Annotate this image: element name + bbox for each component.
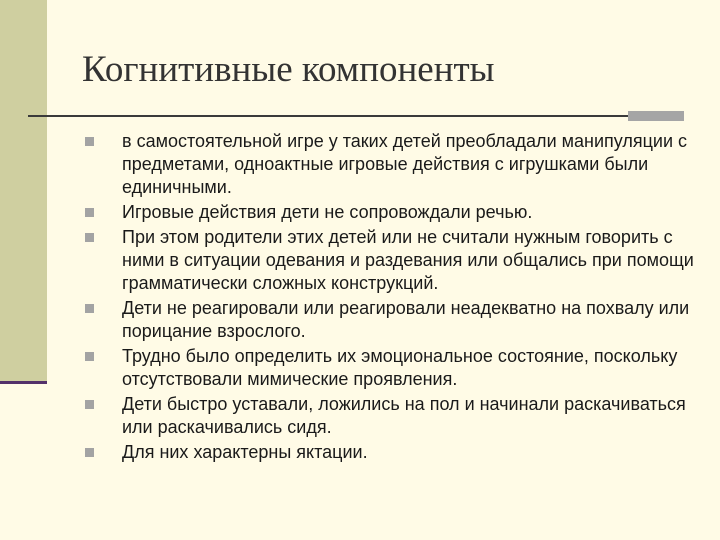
- bullet-text: в самостоятельной игре у таких детей преобладали манипуляции с предметами, одноактные игровые действия с игрушками были единичными.: [122, 131, 688, 197]
- square-bullet-icon: [85, 137, 94, 146]
- bullet-item: [85, 441, 695, 464]
- bullet-text: Для них характерны яктации.: [122, 442, 368, 462]
- square-bullet-icon: [85, 448, 94, 457]
- bullet-text: Дети быстро уставали, ложились на пол и начинали раскачиваться или раскачивались сидя.: [122, 394, 686, 437]
- bullet-item: [85, 297, 695, 343]
- square-bullet-icon: [85, 233, 94, 242]
- bullet-text: Игровые действия дети не сопровождали речью.: [122, 202, 533, 222]
- bullet-text: Дети не реагировали или реагировали неадекватно на похвалу или порицание взрослого.: [122, 298, 690, 341]
- bullet-item: [85, 201, 695, 224]
- side-decoration-band: [0, 0, 47, 384]
- bullet-text: Трудно было определить их эмоциональное состояние, поскольку отсутствовали мимические проявления.: [122, 346, 678, 389]
- bullet-list: [85, 130, 695, 466]
- bullet-item: [85, 393, 695, 439]
- square-bullet-icon: [85, 400, 94, 409]
- bullet-item: [85, 345, 695, 391]
- bullet-item: [85, 226, 695, 295]
- slide-title: Когнитивные компоненты: [82, 49, 495, 90]
- side-decoration-line: [0, 381, 47, 384]
- bullet-item: [85, 130, 695, 199]
- title-underline: [28, 115, 628, 117]
- square-bullet-icon: [85, 352, 94, 361]
- title-accent-block: [628, 111, 684, 121]
- square-bullet-icon: [85, 304, 94, 313]
- bullet-text: При этом родители этих детей или не считали нужным говорить с ними в ситуации одевания и раздевания или общались при помощи грамматически сложных конструкций.: [122, 227, 694, 293]
- square-bullet-icon: [85, 208, 94, 217]
